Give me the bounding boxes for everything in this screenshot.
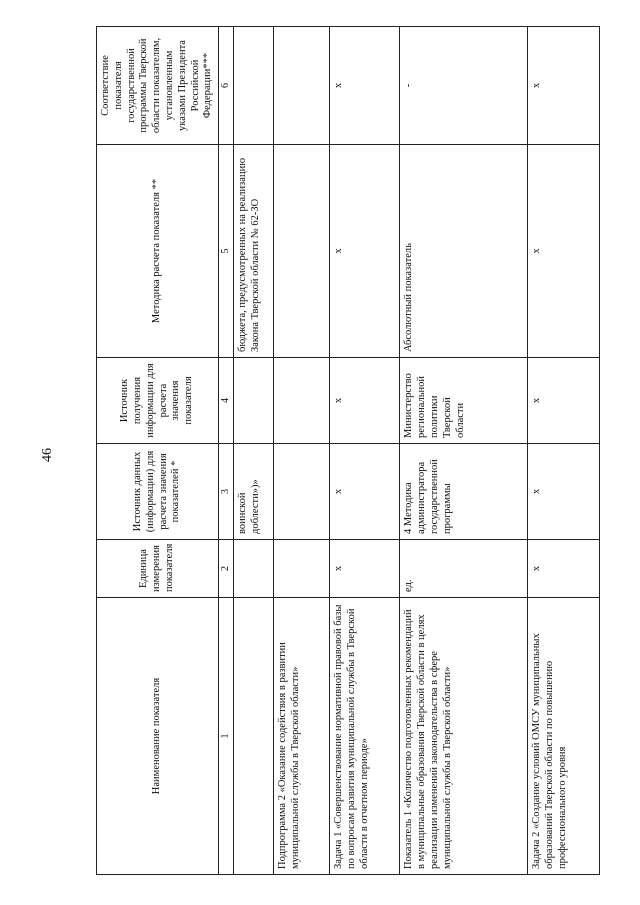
- column-number: 3: [219, 444, 234, 540]
- cell-compliance: x: [330, 27, 400, 145]
- column-number-row: [219, 27, 234, 875]
- cell-method: Абсолютный показатель: [400, 145, 528, 358]
- cell-name: [234, 598, 274, 875]
- cell-unit: [274, 540, 330, 598]
- table-row: [528, 27, 600, 875]
- cell-method: x: [330, 145, 400, 358]
- column-number: 5: [219, 145, 234, 358]
- table-row: [274, 27, 330, 875]
- cell-name: Задача 2 «Создание условий ОМСУ муниципальных образований Тверской области по повышению профессионального уровня: [528, 598, 600, 875]
- column-number: 4: [219, 358, 234, 444]
- page-number: 46: [40, 448, 55, 462]
- cell-method: x: [528, 145, 600, 358]
- cell-info-source: [274, 358, 330, 444]
- cell-info-source: Министерство региональной политики Тверской области: [400, 358, 528, 444]
- column-number: 1: [219, 598, 234, 875]
- table-header-row: [97, 27, 219, 875]
- cell-name: Задача 1 «Совершенствование нормативной правовой базы по вопросам развития муниципальной службы в Тверской области в отчетном периоде»: [330, 598, 400, 875]
- cell-source: x: [330, 444, 400, 540]
- cell-info-source: [234, 358, 274, 444]
- header-indicator-name: Наименование показателя: [97, 598, 219, 875]
- table-row: [400, 27, 528, 875]
- cell-compliance: -: [400, 27, 528, 145]
- header-data-source: Источник данных (информации) для расчета значения показателей *: [97, 444, 219, 540]
- cell-source: 4 Методика администратора государственной программы: [400, 444, 528, 540]
- cell-unit: x: [528, 540, 600, 598]
- cell-source: воинской доблести»)»: [234, 444, 274, 540]
- cell-compliance: [274, 27, 330, 145]
- cell-name: Показатель 1 «Количество подготовленных рекомендаций в муниципальные образования Тверской области в целях реализации изменений законодательства в сфере муниципальной службы в Тверской области»: [400, 598, 528, 875]
- column-number: 2: [219, 540, 234, 598]
- header-unit: Единица измерения показателя: [97, 540, 219, 598]
- cell-unit: [234, 540, 274, 598]
- cell-name: Подпрограмма 2 «Оказание содействия в развитии муниципальной службы в Тверской области»: [274, 598, 330, 875]
- cell-method: бюджета, предусмотренных на реализацию Закона Тверской области № 62-ЗО: [234, 145, 274, 358]
- header-info-source: Источник получения информации для расчета значения показателя: [97, 358, 219, 444]
- rotated-table-wrapper: [96, 27, 596, 875]
- cell-unit: x: [330, 540, 400, 598]
- cell-source: [274, 444, 330, 540]
- table-row: [330, 27, 400, 875]
- indicators-table: [96, 26, 600, 875]
- column-number: 6: [219, 27, 234, 145]
- cell-compliance: x: [528, 27, 600, 145]
- table-row: [234, 27, 274, 875]
- cell-compliance: [234, 27, 274, 145]
- cell-unit: ед.: [400, 540, 528, 598]
- header-method: Методика расчета показателя **: [97, 145, 219, 358]
- cell-method: [274, 145, 330, 358]
- header-compliance: Соответствие показателя государственной программы Тверской области показателям, установленным указами Президента Российской Федерации***: [97, 27, 219, 145]
- cell-info-source: x: [528, 358, 600, 444]
- cell-info-source: x: [330, 358, 400, 444]
- cell-source: x: [528, 444, 600, 540]
